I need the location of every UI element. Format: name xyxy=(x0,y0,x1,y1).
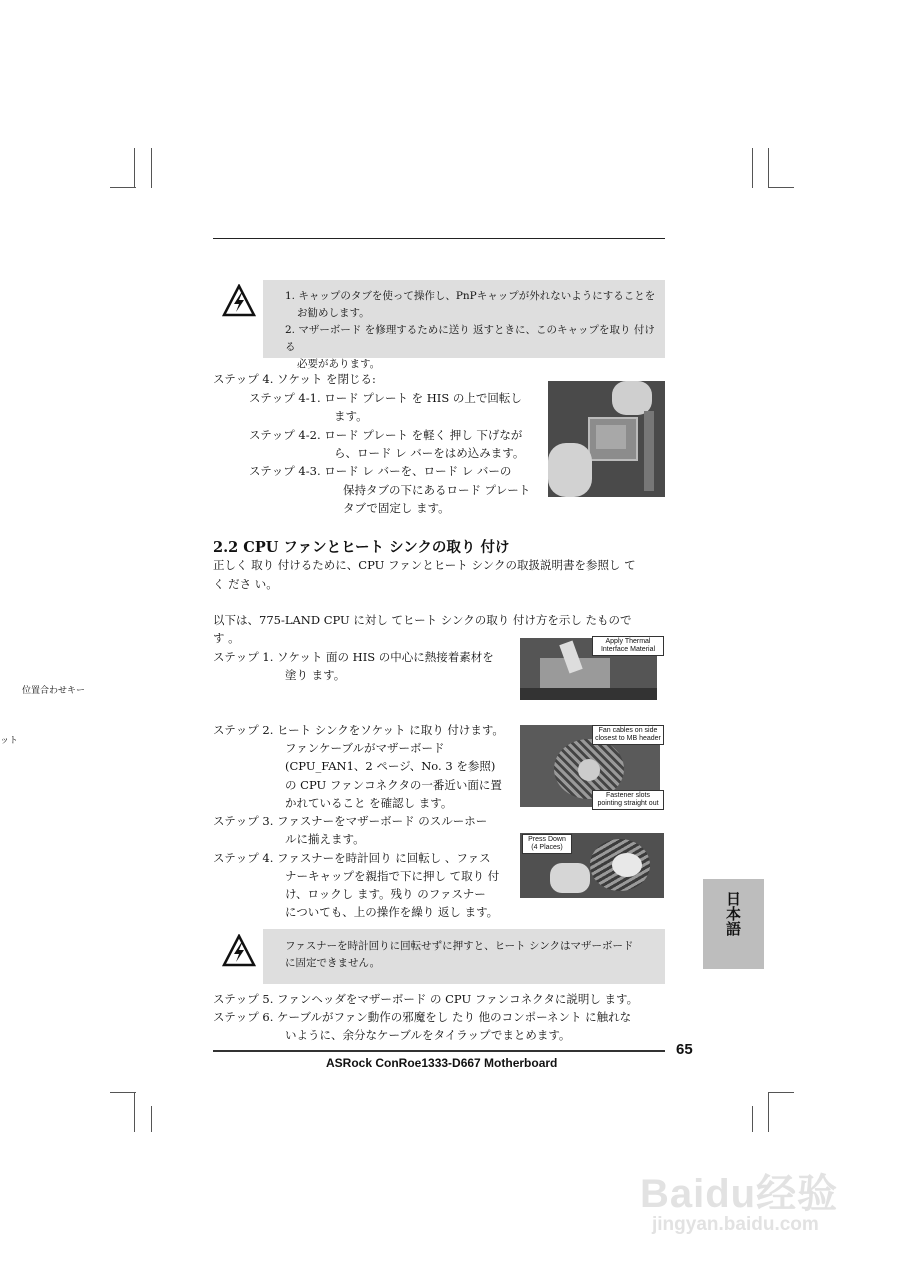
note-line: 1. キャップのタブを使って操作し、PnPキャップが外れないようにすることを xyxy=(285,290,656,302)
crop-mark xyxy=(768,1092,769,1132)
section-title: 2.2 CPU ファンとヒート シンクの取り 付け xyxy=(213,539,510,556)
language-tab xyxy=(703,879,764,969)
crop-mark xyxy=(768,1092,794,1093)
step-line: かれていること を確認し ます。 xyxy=(285,796,453,810)
warning-icon xyxy=(222,284,256,318)
warning-note xyxy=(263,280,665,370)
socket-photo xyxy=(548,381,665,497)
step-line: ステップ 1. ソケット 面の HIS の中心に熱接着素材を xyxy=(213,650,494,664)
callout-label: Apply Thermal Interface Material xyxy=(592,636,664,656)
paragraph-line: 以下は、775-LAND CPU に対し てヒート シンクの取り 付け方を示し たもので xyxy=(213,613,632,627)
step-line: ステップ 5. ファンヘッダをマザーボード の CPU ファンコネクタに説明し ます。 xyxy=(213,992,639,1006)
step-line: け、ロックし ます。残り のファスナー xyxy=(285,887,486,901)
warning-icon xyxy=(222,934,256,968)
language-tab-label: 日本語 xyxy=(724,891,742,936)
step-line: ステップ 3. ファスナーをマザーボード のスルーホー xyxy=(213,814,488,828)
crop-mark xyxy=(151,148,152,188)
warning-note xyxy=(263,929,665,984)
step-line: ステップ 4-1. ロード プレート を HIS の上で回転し xyxy=(249,391,522,405)
crop-mark xyxy=(752,148,753,188)
note-line: に固定できません。 xyxy=(285,957,381,969)
callout-label: Fan cables on side closest to MB header xyxy=(592,725,664,745)
note-line: ファスナーを時計回りに回転せずに押すと、ヒート シンクはマザーボード xyxy=(285,940,634,952)
footer-rule xyxy=(213,1050,665,1052)
crop-mark xyxy=(110,1092,136,1093)
step-line: ステップ 4-2. ロード プレート を軽く 押し 下げなが xyxy=(249,428,523,442)
step-line: いように、余分なケーブルをタイラップでまとめます。 xyxy=(285,1028,571,1042)
paragraph-line: く ださ い。 xyxy=(213,577,278,591)
step-line: タブで固定し ます。 xyxy=(343,501,450,515)
crop-mark xyxy=(110,187,136,188)
step-line: ステップ 4-3. ロード レ バーを、ロード レ バーの xyxy=(249,464,512,478)
callout-label: Press Down (4 Places) xyxy=(522,834,572,854)
step-line: 塗り ます。 xyxy=(285,668,346,682)
header-rule xyxy=(213,238,665,239)
page-number: 65 xyxy=(676,1041,693,1058)
crop-mark xyxy=(151,1106,152,1132)
step-heading: ステップ 4. ソケット を閉じる: xyxy=(213,372,376,386)
margin-label: ット xyxy=(0,736,19,746)
crop-mark xyxy=(752,1106,753,1132)
paragraph-line: 正しく 取り 付けるために、CPU ファンとヒート シンクの取扱説明書を参照し て xyxy=(213,558,636,572)
step-line: (CPU_FAN1、2 ページ、No. 3 を参照) xyxy=(285,759,496,773)
note-line: 2. マザーボード を修理するために送り 返すときに、このキャップを取り 付ける xyxy=(285,324,655,353)
step-line: ら、ロード レ バーをはめ込みます。 xyxy=(334,446,525,460)
step-line: ルに揃えます。 xyxy=(285,832,365,846)
watermark-url: jingyan.baidu.com xyxy=(652,1214,819,1235)
footer-text: ASRock ConRoe1333-D667 Motherboard xyxy=(326,1056,558,1070)
note-line: 必要があります。 xyxy=(297,358,381,370)
margin-label: 位置合わせキー xyxy=(22,686,86,696)
step-line: についても、上の操作を繰り 返し ます。 xyxy=(285,905,499,919)
step-line: ナーキャップを親指で下に押し て取り 付 xyxy=(285,869,500,883)
step-line: ファンケーブルがマザーボード xyxy=(285,741,445,755)
step-line: の CPU ファンコネクタの一番近い面に置 xyxy=(285,778,502,792)
crop-mark xyxy=(768,148,769,188)
step-line: ステップ 2. ヒート シンクをソケット に取り 付けます。 xyxy=(213,723,504,737)
callout-label: Fastener slots pointing straight out xyxy=(592,790,664,810)
crop-mark xyxy=(134,1092,135,1132)
step-line: ステップ 6. ケーブルがファン動作の邪魔をし たり 他のコンポーネント に触れな xyxy=(213,1010,632,1024)
crop-mark xyxy=(134,148,135,188)
note-line: お勧めします。 xyxy=(297,307,370,319)
paragraph-line: す 。 xyxy=(213,631,240,645)
crop-mark xyxy=(768,187,794,188)
step-line: 保持タブの下にあるロード プレート xyxy=(343,483,531,497)
step-line: ステップ 4. ファスナーを時計回り に回転し 、ファス xyxy=(213,851,491,865)
step-line: ます。 xyxy=(334,409,368,423)
watermark-brand: Baidu经验 xyxy=(640,1172,839,1216)
